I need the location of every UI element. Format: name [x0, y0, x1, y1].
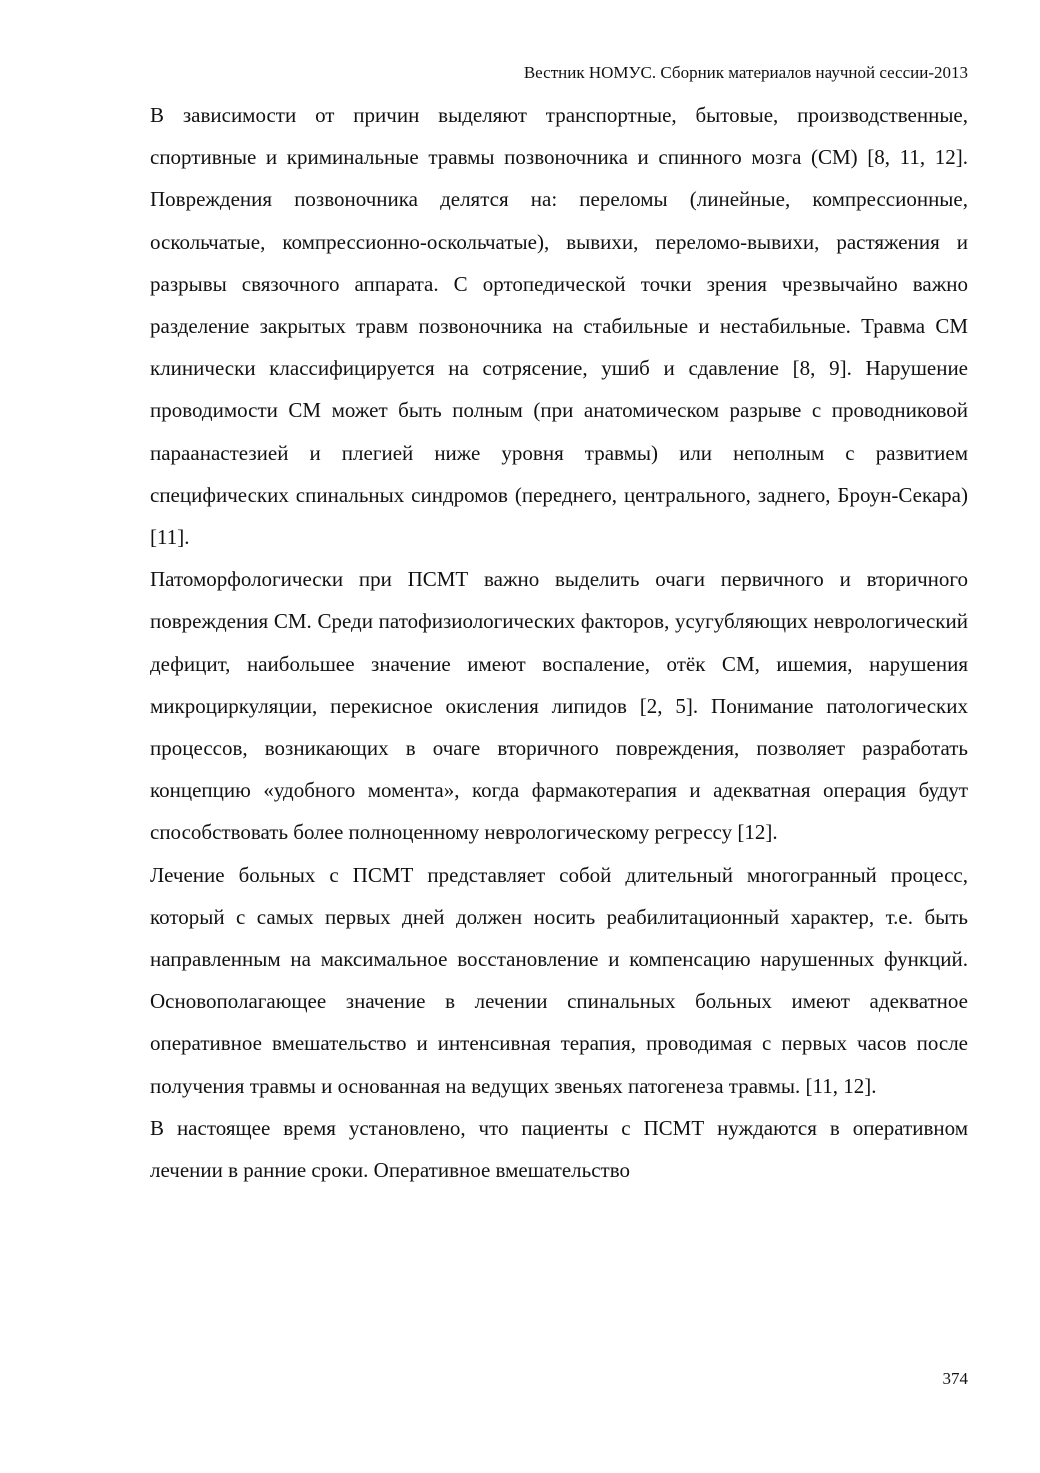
paragraph-surgery-timing: В настоящее время установлено, что пациенты с ПСМТ нуждаются в оперативном лечении в ранние сроки. Оперативное вмешательство [150, 1115, 968, 1183]
paragraph-pathomorphology: Патоморфологически при ПСМТ важно выделить очаги первичного и вторичного повреждения СМ. Среди патофизиологических факторов, усугубляющих неврологический дефицит, наибольшее значение имеют воспаление, отёк СМ, ишемия, нарушения микроциркуляции, перекисное окисления липидов [2, 5]. Понимание патологических процессов, возникающих в очаге вторичного повреждения, позволяет разработать концепцию «удобного момента», когда фармакотерапия и адекватная операция будут способствовать более полноценному неврологическому регрессу [12]. [150, 567, 968, 845]
paragraph-injury-classification: В зависимости от причин выделяют транспортные, бытовые, производственные, спортивные и криминальные травмы позвоночника и спинного мозга (СМ) [8, 11, 12]. Повреждения позвоночника делятся на: переломы (линейные, компрессионные, оскольчатые, компрессионно-оскольчатые), вывихи, переломо-вывихи, растяжения и разрывы связочного аппарата. С ортопедической точки зрения чрезвычайно важно разделение закрытых травм позвоночника на стабильные и нестабильные. Травма СМ клинически классифицируется на сотрясение, ушиб и сдавление [8, 9]. Нарушение проводимости СМ может быть полным (при анатомическом разрыве с проводниковой параанастезией и плегией ниже уровня травмы) или неполным с развитием специфических спинальных синдромов (переднего, центрального, заднего, Броун-Секара) [11]. [150, 103, 968, 550]
article-body [150, 94, 968, 1191]
running-header: Вестник НОМУС. Сборник материалов научной сессии-2013 [523, 63, 968, 82]
paragraph-treatment: Лечение больных с ПСМТ представляет собой длительный многогранный процесс, который с самых первых дней должен носить реабилитационный характер, т.е. быть направленным на максимальное восстановление и компенсацию нарушенных функций. Основополагающее значение в лечении спинальных больных имеют адекватное оперативное вмешательство и интенсивная терапия, проводимая с первых часов после получения травмы и основанная на ведущих звеньях патогенеза травмы. [11, 12]. [150, 862, 968, 1098]
page-number: 374 [942, 1369, 968, 1388]
